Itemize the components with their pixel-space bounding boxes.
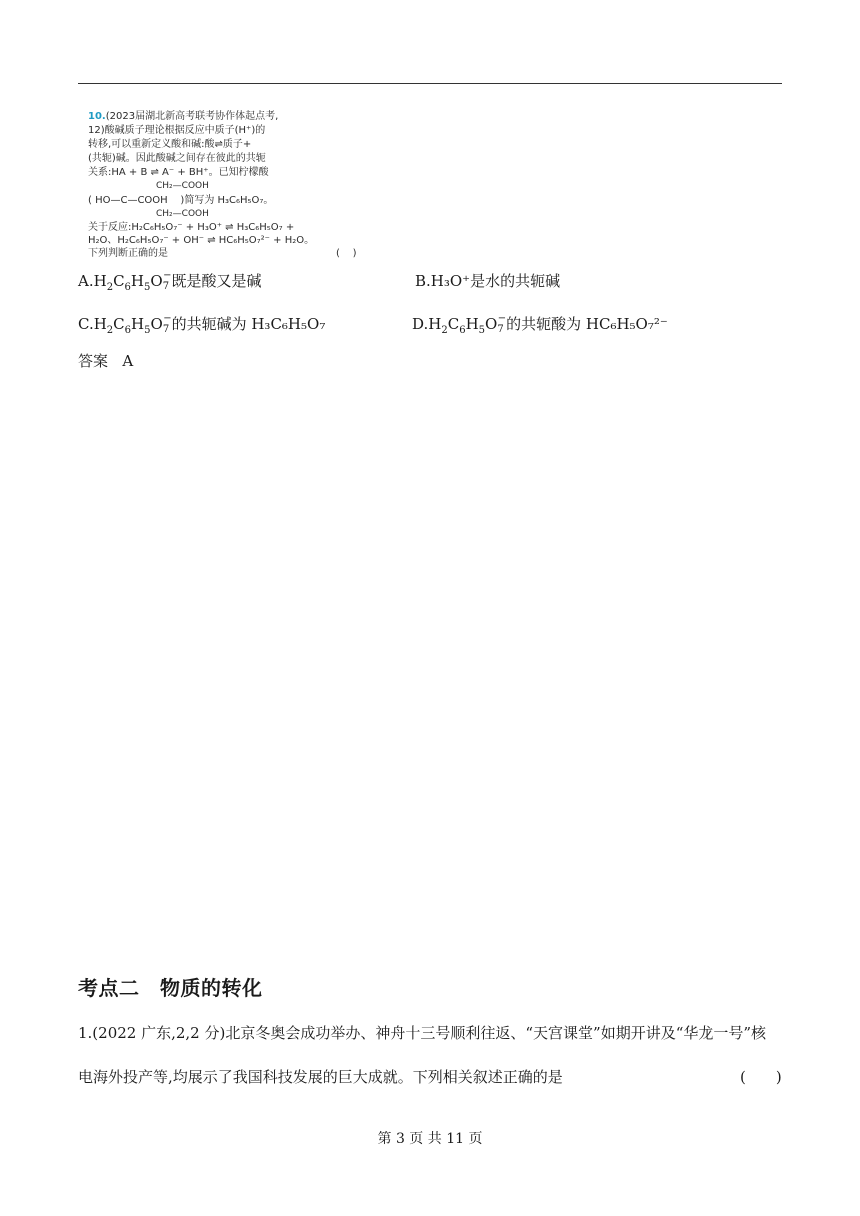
scan-prompt: 下列判断正确的是	[88, 248, 168, 259]
struct-top: CH₂—COOH	[156, 181, 209, 191]
question-1-line-1: 1.(2022 广东,2,2 分)北京冬奥会成功举办、神舟十三号顺利往返、“天宫课堂”如期开讲及“华龙一号”核	[78, 1024, 767, 1042]
section-heading: 考点二 物质的转化	[78, 976, 263, 1000]
option-b: B.H₃O⁺是水的共轭碱	[415, 272, 561, 290]
scan-line-4: (共轭)碱。因此酸碱之间存在彼此的共轭	[88, 153, 266, 164]
scan-line-1: 10.(2023届湖北新高考联考协作体起点考,	[88, 111, 279, 122]
header-rule	[78, 83, 782, 84]
scan-line-3: 转移,可以重新定义酸和碱:酸⇌质子+	[88, 139, 252, 150]
question-10-scan	[88, 110, 388, 260]
answer-label: 答案	[78, 352, 109, 370]
option-d-text: 的共轭酸为 HC₆H₅O₇²⁻	[506, 315, 668, 333]
question-number: 10.	[88, 111, 106, 122]
answer-paren: ( )	[740, 1068, 782, 1086]
option-c-text: 的共轭碱为 H₃C₆H₅O₇	[171, 315, 326, 333]
reaction-line-2: H₂O、H₂C₆H₅O₇⁻ + OH⁻ ⇌ HC₆H₅O₇²⁻ + H₂O。	[88, 235, 315, 246]
option-d: $D.H_2C_6H_5O_7^-$的共轭酸为 HC₆H₅O₇²⁻	[412, 313, 668, 336]
answer-value: A	[122, 352, 134, 370]
question-1-line-2: 电海外投产等,均展示了我国科技发展的巨大成就。下列相关叙述正确的是	[78, 1068, 563, 1086]
scan-line-2: 12)酸碱质子理论根据反应中质子(H⁺)的	[88, 125, 266, 136]
reaction-line-1: 关于反应:H₂C₆H₅O₇⁻ + H₃O⁺ ⇌ H₃C₆H₅O₇ +	[88, 222, 295, 233]
option-a-text: 既是酸又是碱	[171, 272, 262, 290]
struct-mid: ( HO—C—COOH )简写为 H₃C₆H₅O₇。	[88, 195, 274, 206]
scan-line-5: 关系:HA + B ⇌ A⁻ + BH⁺。已知柠檬酸	[88, 167, 269, 178]
option-a: $A.H_2C_6H_5O_7^-$既是酸又是碱	[78, 270, 262, 293]
option-c: $C.H_2C_6H_5O_7^-$的共轭碱为 H₃C₆H₅O₇	[78, 313, 326, 336]
page-footer: 第 3 页 共 11 页	[377, 1131, 483, 1147]
struct-bottom: CH₂—COOH	[156, 209, 209, 219]
scan-paren: ( )	[336, 248, 357, 259]
answer	[78, 350, 133, 371]
